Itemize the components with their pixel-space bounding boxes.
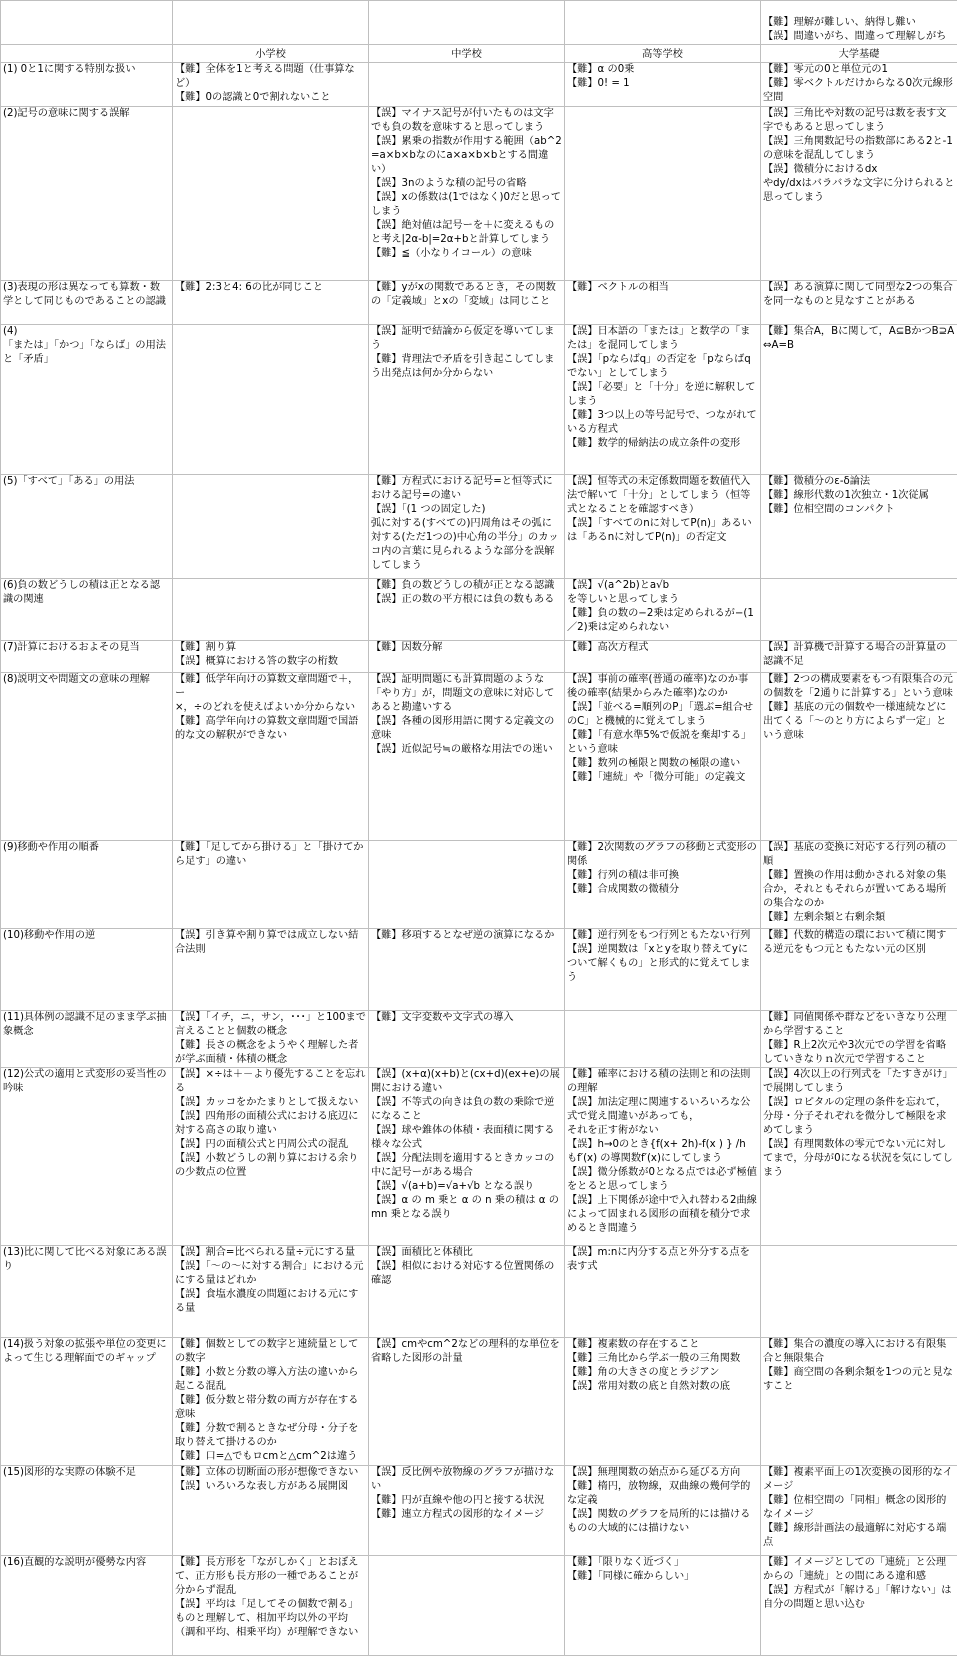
cell-entry: 【難】移項するとなぜ逆の演算になるか bbox=[371, 929, 562, 943]
cell-entry: 【誤】円の面積公式と円周公式の混乱 bbox=[175, 1138, 366, 1152]
cell-junior-high bbox=[369, 641, 565, 673]
row-label bbox=[1, 281, 173, 325]
cell-entry: 【誤】恒等式の未定係数問題を数値代入法で解いて「十分」としてしまう（恒等式となることを確認すべき） bbox=[567, 475, 758, 517]
row-label bbox=[1, 1011, 173, 1068]
cell-entry: 【誤】×÷は＋－より優先することを忘れる bbox=[175, 1068, 366, 1096]
cell-entry: 【誤】「必要」と「十分」を逆に解釈してしまう bbox=[567, 381, 758, 409]
cell-entry: 【誤】α の m 乗と α の n 乗の積は α の mn 乗となる誤り bbox=[371, 1194, 562, 1222]
cell-entry: 【難】角の大きさの度とラジアン bbox=[567, 1366, 758, 1380]
cell-entry: 【誤】関数のグラフを局所的には描けるものの大域的には描けない bbox=[567, 1508, 758, 1536]
cell-entry: 【誤】基底の変換に対応する行列の積の順 bbox=[763, 841, 955, 869]
column-header-junior-high: 中学校 bbox=[369, 45, 565, 63]
cell-university bbox=[761, 1011, 957, 1068]
cell-high-school bbox=[565, 1068, 761, 1246]
cell-high-school bbox=[565, 63, 761, 107]
cell-entry: 【誤】ロピタルの定理の条件を忘れて，分母・分子それぞれを微分して極限を求めてしまう bbox=[763, 1096, 955, 1138]
cell-junior-high bbox=[369, 1011, 565, 1068]
cell-entry: 【難】連立方程式の図形的なイメージ bbox=[371, 1508, 562, 1522]
cell-junior-high bbox=[369, 281, 565, 325]
cell-entry: 【難】基底の元の個数や一様連続などに出てくる「〜のとり方によらず一定」という意味 bbox=[763, 701, 955, 743]
cell-entry: 【難】行列の積は非可換 bbox=[567, 869, 758, 883]
cell-high-school bbox=[565, 1338, 761, 1466]
cell-entry: 【難】高次方程式 bbox=[567, 641, 758, 655]
cell-entry: 【難】「限りなく近づく」 bbox=[567, 1556, 758, 1570]
cell-junior-high bbox=[369, 107, 565, 281]
cell-junior-high bbox=[369, 325, 565, 475]
cell-entry: やdy/dxはバラバラな文字に分けられると思ってしまう bbox=[763, 177, 955, 205]
row-label-text: (1) 0と1に関する特別な扱い bbox=[3, 63, 170, 77]
cell-entry: 【難】因数分解 bbox=[371, 641, 562, 655]
cell-entry: 【誤】cmやcm^2などの理科的な単位を省略した図形の計量 bbox=[371, 1338, 562, 1366]
cell-entry: 【難】数列の極限と関数の極限の違い bbox=[567, 757, 758, 771]
row-label-text: (4) bbox=[3, 325, 170, 339]
cell-entry: 【難】同値関係や群などをいきなり公理から学習すること bbox=[763, 1011, 955, 1039]
legend-difficult: 【難】理解が難しい、納得し難い bbox=[763, 16, 955, 30]
cell-entry: 【誤】3nのような積の記号の省略 bbox=[371, 177, 562, 191]
cell-entry: 【誤】面積比と体積比 bbox=[371, 1246, 562, 1260]
empty-cell bbox=[1, 1, 173, 45]
cell-entry: 【難】位相空間の「同相」概念の図形的なイメージ bbox=[763, 1494, 955, 1522]
cell-university bbox=[761, 929, 957, 1011]
cell-elementary bbox=[173, 641, 369, 673]
cell-entry: 【誤】三角比や対数の記号は数を表す文字でもあると思ってしまう bbox=[763, 107, 955, 135]
cell-entry: 【難】2:3と4: 6の比が同じこと bbox=[175, 281, 366, 295]
cell-high-school bbox=[565, 1556, 761, 1656]
row-label bbox=[1, 325, 173, 475]
table-row bbox=[1, 1246, 957, 1338]
cell-entry: 【難】円が直線や他の円と接する状況 bbox=[371, 1494, 562, 1508]
cell-entry: 【難】微積分のε-δ論法 bbox=[763, 475, 955, 489]
cell-entry: 【誤】累乗の指数が作用する範囲（ab^2=a×b×bなのにa×a×b×bとする間違い） bbox=[371, 135, 562, 177]
cell-entry: 【誤】xの係数は(1ではなく)0だと思ってしまう bbox=[371, 191, 562, 219]
cell-entry: 【誤】割合=比べられる量÷元にする量 bbox=[175, 1246, 366, 1260]
row-label bbox=[1, 929, 173, 1011]
table-row bbox=[1, 1466, 957, 1556]
legend-row bbox=[1, 1, 957, 45]
cell-entry: ×，÷のどれを使えばよいか分からない bbox=[175, 701, 366, 715]
cell-university bbox=[761, 673, 957, 841]
row-label-text: (9)移動や作用の順番 bbox=[3, 841, 170, 855]
cell-junior-high bbox=[369, 1466, 565, 1556]
cell-entry: 【誤】√(a^2b)とa√b bbox=[567, 579, 758, 593]
row-label bbox=[1, 107, 173, 281]
cell-entry: 【難】線形代数の1次独立・1次従属 bbox=[763, 489, 955, 503]
table-row bbox=[1, 281, 957, 325]
cell-entry: 【誤】食塩水濃度の問題における元にする量 bbox=[175, 1288, 366, 1316]
cell-university bbox=[761, 641, 957, 673]
row-label bbox=[1, 1556, 173, 1656]
row-label-text: (3)表現の形は異なっても算数・数学として同じものであることの認識 bbox=[3, 281, 170, 309]
cell-elementary bbox=[173, 673, 369, 841]
cell-entry: 【誤】h→0のとき{f(x+ 2h)-f(x ) } /h bbox=[567, 1138, 758, 1152]
cell-entry: 【難】商空間の各剰余類を1つの元と見なすこと bbox=[763, 1366, 955, 1394]
cell-entry: 【難】「同様に確からしい」 bbox=[567, 1570, 758, 1584]
cell-entry: 【難】低学年向けの算数文章問題で＋，ー bbox=[175, 673, 366, 701]
row-label bbox=[1, 475, 173, 579]
cell-entry: 【誤】いろいろな表し方がある展開図 bbox=[175, 1480, 366, 1494]
cell-entry: 【誤】相似における対応する位置関係の確認 bbox=[371, 1260, 562, 1288]
cell-entry: 【難】2次関数のグラフの移動と式変形の関係 bbox=[567, 841, 758, 869]
cell-university bbox=[761, 475, 957, 579]
row-label-text: (8)説明文や問題文の意味の理解 bbox=[3, 673, 170, 687]
cell-entry: 【誤】上下関係が途中で入れ替わる2曲線によって固まれる図形の面積を積分で求めるとき間違う bbox=[567, 1194, 758, 1236]
cell-entry: 【難】個数としての数字と連続量としての数字 bbox=[175, 1338, 366, 1366]
table-row bbox=[1, 1068, 957, 1246]
row-label-text: (6)負の数どうしの積は正となる認識の関連 bbox=[3, 579, 170, 607]
column-header-elementary: 小学校 bbox=[173, 45, 369, 63]
cell-entry: 【難】背理法で矛盾を引き起こしてしまう出発点は何か分からない bbox=[371, 353, 562, 381]
cell-entry: 【難】零ベクトルだけからなる0次元線形空間 bbox=[763, 77, 955, 105]
cell-junior-high bbox=[369, 1246, 565, 1338]
row-label-text: (12)公式の適用と式変形の妥当性の吟味 bbox=[3, 1068, 170, 1096]
cell-entry: を等しいと思ってしまう bbox=[567, 593, 758, 607]
row-label bbox=[1, 673, 173, 841]
row-label bbox=[1, 579, 173, 641]
cell-entry: 【誤】正の数の平方根には負の数もある bbox=[371, 593, 562, 607]
cell-entry: 【誤】「(1 つの固定した) bbox=[371, 503, 562, 517]
row-label-text: (16)直観的な説明が優勢な内容 bbox=[3, 1556, 170, 1570]
cell-entry: 【難】口=△でもロcmと△cm^2は違う bbox=[175, 1450, 366, 1464]
cell-high-school bbox=[565, 475, 761, 579]
cell-junior-high bbox=[369, 475, 565, 579]
row-label bbox=[1, 841, 173, 929]
table-row bbox=[1, 673, 957, 841]
cell-high-school bbox=[565, 1466, 761, 1556]
cell-entry: 【難】代数的構造の環において積に関する逆元をもつ元ともたない元の区別 bbox=[763, 929, 955, 957]
column-header-university: 大学基礎 bbox=[761, 45, 957, 63]
cell-high-school bbox=[565, 929, 761, 1011]
empty-cell bbox=[173, 1, 369, 45]
cell-university bbox=[761, 1068, 957, 1246]
row-label bbox=[1, 63, 173, 107]
cell-university bbox=[761, 63, 957, 107]
cell-entry: 【誤】マイナス記号が付いたものは文字でも負の数を意味すると思ってしまう bbox=[371, 107, 562, 135]
cell-entry: 【誤】常用対数の底と自然対数の底 bbox=[567, 1380, 758, 1394]
cell-entry: 【難】方程式における記号=と恒等式における記号=の違い bbox=[371, 475, 562, 503]
cell-elementary bbox=[173, 325, 369, 475]
cell-university bbox=[761, 281, 957, 325]
cell-entry: 【誤】カッコをかたまりとして扱えない bbox=[175, 1096, 366, 1110]
cell-high-school bbox=[565, 579, 761, 641]
cell-entry: 【難】数学的帰納法の成立条件の変形 bbox=[567, 437, 758, 451]
table-row bbox=[1, 929, 957, 1011]
cell-high-school bbox=[565, 107, 761, 281]
cell-high-school bbox=[565, 841, 761, 929]
cell-entry: 【誤】ある演算に関して同型な2つの集合を同一なものと見なすことがある bbox=[763, 281, 955, 309]
cell-entry: 【誤】証明で結論から仮定を導いてしまう bbox=[371, 325, 562, 353]
cell-entry: 【難】「足してから掛ける」と「掛けてから足す」の違い bbox=[175, 841, 366, 869]
cell-entry: 【誤】計算機で計算する場合の計算量の認識不足 bbox=[763, 641, 955, 669]
legend-mistake: 【誤】間違いがち、間違って理解しがち bbox=[763, 30, 955, 44]
cell-entry: 【誤】4次以上の行列式を「たすきがけ」で展開してしまう bbox=[763, 1068, 955, 1096]
cell-entry: 【難】長方形を「ながしかく」とおぼえて、正方形も長方形の一種であることが分からず混乱 bbox=[175, 1556, 366, 1598]
cell-elementary bbox=[173, 63, 369, 107]
table-row bbox=[1, 841, 957, 929]
table-row bbox=[1, 1338, 957, 1466]
cell-entry: 【難】確率における積の法則と和の法則の理解 bbox=[567, 1068, 758, 1096]
cell-elementary bbox=[173, 1068, 369, 1246]
row-label-text: (2)記号の意味に関する誤解 bbox=[3, 107, 170, 121]
cell-entry: 【難】分数で割るときなぜ分母・分子を取り替えて掛けるのか bbox=[175, 1422, 366, 1450]
cell-entry: 【誤】方程式が「解ける」「解けない」は自分の問題と思い込む bbox=[763, 1584, 955, 1612]
cell-entry: 【誤】加法定理に関連するいろいろな公式で覚え間違いがあっても， bbox=[567, 1096, 758, 1124]
cell-entry: 【難】合成関数の微積分 bbox=[567, 883, 758, 897]
cell-entry: 【難】高学年向けの算数文章問題で国語的な文の解釈ができない bbox=[175, 715, 366, 743]
row-label-text: (15)図形的な実際の体験不足 bbox=[3, 1466, 170, 1480]
cell-entry: 【誤】事前の確率(普通の確率)なのか事後の確率(結果からみた確率)なのか bbox=[567, 673, 758, 701]
cell-elementary bbox=[173, 1556, 369, 1656]
cell-university bbox=[761, 325, 957, 475]
empty-cell bbox=[369, 1, 565, 45]
cell-entry: 【難】yがxの関数であるとき，その関数の「定義域」とxの「変域」は同じこと bbox=[371, 281, 562, 309]
cell-elementary bbox=[173, 1011, 369, 1068]
cell-university bbox=[761, 1556, 957, 1656]
cell-entry: 【誤】分配法則を適用するときカッコの中に記号ーがある場合 bbox=[371, 1152, 562, 1180]
cell-elementary bbox=[173, 1466, 369, 1556]
cell-entry: 【誤】逆関数は「xとyを取り替えてyについて解くもの」と形式的に覚えてしまう bbox=[567, 943, 758, 985]
table-row bbox=[1, 1011, 957, 1068]
row-label-text: (11)具体例の認識不足のまま学ぶ抽象概念 bbox=[3, 1011, 170, 1039]
cell-elementary bbox=[173, 929, 369, 1011]
cell-entry: 【難】線形計画法の最適解に対応する端点 bbox=[763, 1522, 955, 1550]
cell-entry: 【難】α の0乗 bbox=[567, 63, 758, 77]
cell-entry: 【難】負の数どうしの積が正となる認識 bbox=[371, 579, 562, 593]
header-row bbox=[1, 45, 957, 63]
row-label bbox=[1, 1338, 173, 1466]
cell-junior-high bbox=[369, 929, 565, 1011]
cell-elementary bbox=[173, 1338, 369, 1466]
cell-entry: 【誤】微積分におけるdx bbox=[763, 163, 955, 177]
cell-entry: 【誤】無理関数の始点から延びる方向 bbox=[567, 1466, 758, 1480]
cell-junior-high bbox=[369, 1556, 565, 1656]
row-label-text: (5)「すべて」「ある」の用法 bbox=[3, 475, 170, 489]
cell-entry: 【難】文字変数や文字式の導入 bbox=[371, 1011, 562, 1025]
cell-junior-high bbox=[369, 673, 565, 841]
cell-entry: 【誤】√(a+b)=√a+√b となる誤り bbox=[371, 1180, 562, 1194]
table-row bbox=[1, 579, 957, 641]
cell-entry: 【難】長さの概念をようやく理解した者が学ぶ面積・体積の概念 bbox=[175, 1039, 366, 1067]
cell-entry: 【難】複素数の存在すること bbox=[567, 1338, 758, 1352]
cell-entry: 【難】仮分数と帯分数の両方が存在する意味 bbox=[175, 1394, 366, 1422]
cell-entry: 【誤】m:nに内分する点と外分する点を表す式 bbox=[567, 1246, 758, 1274]
table-row bbox=[1, 1556, 957, 1656]
cell-entry: 弧に対する(すべての)円周角はその弧に対する(ただ1つの)中心角の半分」のカッコ内の言葉に見られるような部分を誤解してしまう bbox=[371, 517, 562, 573]
cell-entry: 【難】3つ以上の等号記号で、つながれている方程式 bbox=[567, 409, 758, 437]
table-row bbox=[1, 107, 957, 281]
cell-entry: 【誤】「並べる=順列のP」「選ぶ=組合せのC」と機械的に覚えてしまう bbox=[567, 701, 758, 729]
cell-university bbox=[761, 1338, 957, 1466]
cell-entry: 【誤】引き算や割り算では成立しない結合法則 bbox=[175, 929, 366, 957]
row-label bbox=[1, 1246, 173, 1338]
cell-junior-high bbox=[369, 63, 565, 107]
cell-elementary bbox=[173, 281, 369, 325]
cell-entry: 【難】0! = 1 bbox=[567, 77, 758, 91]
cell-entry: 【誤】日本語の「または」と数学の「または」を混同してしまう bbox=[567, 325, 758, 353]
cell-entry: 【難】左剰余類と右剰余類 bbox=[763, 911, 955, 925]
cell-entry: 【誤】「すべてのnに対してP(n)」あるいは「あるnに対してP(n)」の否定文 bbox=[567, 517, 758, 545]
cell-university bbox=[761, 841, 957, 929]
cell-entry: 【誤】「pならばq」の否定を「pならばqでない」としてしまう bbox=[567, 353, 758, 381]
cell-high-school bbox=[565, 1011, 761, 1068]
cell-entry: 【難】置換の作用は動かされる対象の集合か，それともそれらが置いてある場所の集合なのか bbox=[763, 869, 955, 911]
cell-entry: 【誤】四角形の面積公式における底辺に対する高さの取り違い bbox=[175, 1110, 366, 1138]
cell-junior-high bbox=[369, 1338, 565, 1466]
table-row bbox=[1, 63, 957, 107]
cell-entry: 【難】小数と分数の導入方法の違いから起こる混乱 bbox=[175, 1366, 366, 1394]
cell-entry: 【難】逆行列をもつ行列ともたない行列 bbox=[567, 929, 758, 943]
cell-entry: 【難】三角比から学ぶ一般の三角関数 bbox=[567, 1352, 758, 1366]
cell-entry: 【難】楕円，放物線，双曲線の幾何学的な定義 bbox=[567, 1480, 758, 1508]
cell-elementary bbox=[173, 107, 369, 281]
cell-entry: 【誤】微分係数が0となる点では必ず極値をとると思ってしまう bbox=[567, 1166, 758, 1194]
cell-university bbox=[761, 1246, 957, 1338]
cell-university bbox=[761, 579, 957, 641]
cell-entry: 【難】負の数の−2乗は定められるが−(1／2)乗は定められない bbox=[567, 607, 758, 635]
cell-elementary bbox=[173, 579, 369, 641]
cell-elementary bbox=[173, 475, 369, 579]
row-label bbox=[1, 1068, 173, 1246]
cell-entry: 【難】集合の濃度の導入における有限集合と無限集合 bbox=[763, 1338, 955, 1366]
table-row bbox=[1, 475, 957, 579]
cell-entry: 【難】割り算 bbox=[175, 641, 366, 655]
cell-university bbox=[761, 1466, 957, 1556]
cell-entry: 【難】≦（小なりイコール）の意味 bbox=[371, 247, 562, 261]
row-label-text: (10)移動や作用の逆 bbox=[3, 929, 170, 943]
cell-entry: 【誤】概算における答の数字の桁数 bbox=[175, 655, 366, 669]
cell-high-school bbox=[565, 673, 761, 841]
cell-entry: 【難】2つの構成要素をもつ有限集合の元の個数を「2通りに計算する」という意味 bbox=[763, 673, 955, 701]
cell-entry: 【誤】三角関数記号の指数部にある2と-1の意味を混乱してしまう bbox=[763, 135, 955, 163]
cell-entry: もf′(x) の導関数f′(x)にしてしまう bbox=[567, 1152, 758, 1166]
cell-entry: 【誤】絶対値は記号ーを＋に変えるものと考え|2α-b|=2α+bと計算してしまう bbox=[371, 219, 562, 247]
cell-elementary bbox=[173, 841, 369, 929]
cell-entry: 【難】イメージとしての「連続」と公理からの「連続」との間にある違和感 bbox=[763, 1556, 955, 1584]
cell-entry: 【難】ベクトルの相当 bbox=[567, 281, 758, 295]
empty-cell bbox=[565, 1, 761, 45]
cell-entry: 【誤】小数どうしの割り算における余りの少数点の位置 bbox=[175, 1152, 366, 1180]
table-row bbox=[1, 641, 957, 673]
row-label-text: (14)扱う対象の拡張や単位の変更によって生じる理解面でのギャップ bbox=[3, 1338, 170, 1366]
legend-cell bbox=[761, 1, 957, 45]
cell-entry: 【難】集合A，Bに関して，A⊆BかつB⊇A⇔A=B bbox=[763, 325, 955, 353]
cell-university bbox=[761, 107, 957, 281]
table-row bbox=[1, 325, 957, 475]
cell-entry: 【難】位相空間のコンパクト bbox=[763, 503, 955, 517]
cell-high-school bbox=[565, 281, 761, 325]
cell-entry: 【難】R上2次元や3次元での学習を省略していきなりｎ次元で学習すること bbox=[763, 1039, 955, 1067]
cell-entry: 【難】「連続」や「微分可能」の定義文 bbox=[567, 771, 758, 785]
cell-entry: 【誤】有理関数体の零元でない元に対してまで，分母が0になる状況を気にしてしまう bbox=[763, 1138, 955, 1180]
cell-entry: 【難】全体を1と考える問題（仕事算など） bbox=[175, 63, 366, 91]
cell-entry: 【誤】球や錐体の体積・表面積に関する様々な公式 bbox=[371, 1124, 562, 1152]
cell-entry: 【誤】近似記号≒の厳格な用法での迷い bbox=[371, 743, 562, 757]
cell-entry: 【誤】「〜の〜に対する割合」における元にする量はどれか bbox=[175, 1260, 366, 1288]
cell-entry: 【誤】反比例や放物線のグラフが描けない bbox=[371, 1466, 562, 1494]
row-label-text: (13)比に関して比べる対象にある誤り bbox=[3, 1246, 170, 1274]
empty-header-cell bbox=[1, 45, 173, 63]
cell-junior-high bbox=[369, 1068, 565, 1246]
cell-entry: 【難】零元の0と単位元の1 bbox=[763, 63, 955, 77]
cell-entry: 【誤】不等式の向きは負の数の乗除で逆になること bbox=[371, 1096, 562, 1124]
cell-entry: 【誤】「イチ，ニ，サン，･･･」と100まで言えることと個数の概念 bbox=[175, 1011, 366, 1039]
row-label-text: 「または」「かつ」「ならば」の用法と「矛盾」 bbox=[3, 339, 170, 367]
row-label-text: (7)計算におけるおよその見当 bbox=[3, 641, 170, 655]
cell-elementary bbox=[173, 1246, 369, 1338]
row-label bbox=[1, 641, 173, 673]
cell-junior-high bbox=[369, 579, 565, 641]
row-label bbox=[1, 1466, 173, 1556]
cell-high-school bbox=[565, 1246, 761, 1338]
cell-junior-high bbox=[369, 841, 565, 929]
cell-entry: それを正す術がない bbox=[567, 1124, 758, 1138]
cell-entry: 【誤】各種の図形用語に関する定義文の意味 bbox=[371, 715, 562, 743]
cell-high-school bbox=[565, 641, 761, 673]
cell-entry: 【誤】証明問題にも計算問題のような「やり方」が，問題文の意味に対応してあると勘違いする bbox=[371, 673, 562, 715]
cell-entry: 【難】立体の切断面の形が想像できない bbox=[175, 1466, 366, 1480]
column-header-high-school: 高等学校 bbox=[565, 45, 761, 63]
cell-entry: 【誤】(x+α)(x+b)と(cx+d)(ex+e)の展開における違い bbox=[371, 1068, 562, 1096]
cell-entry: 【難】複素平面上の1次変換の図形的なイメージ bbox=[763, 1466, 955, 1494]
cell-entry: 【難】「有意水準5%で仮説を棄却する」という意味 bbox=[567, 729, 758, 757]
cell-entry: 【難】0の認識と0で割れないこと bbox=[175, 91, 366, 105]
cell-high-school bbox=[565, 325, 761, 475]
cell-entry: 【誤】平均は「足してその個数で割る」ものと理解して、相加平均以外の平均（調和平均、相乗平均）が理解できない bbox=[175, 1598, 366, 1640]
